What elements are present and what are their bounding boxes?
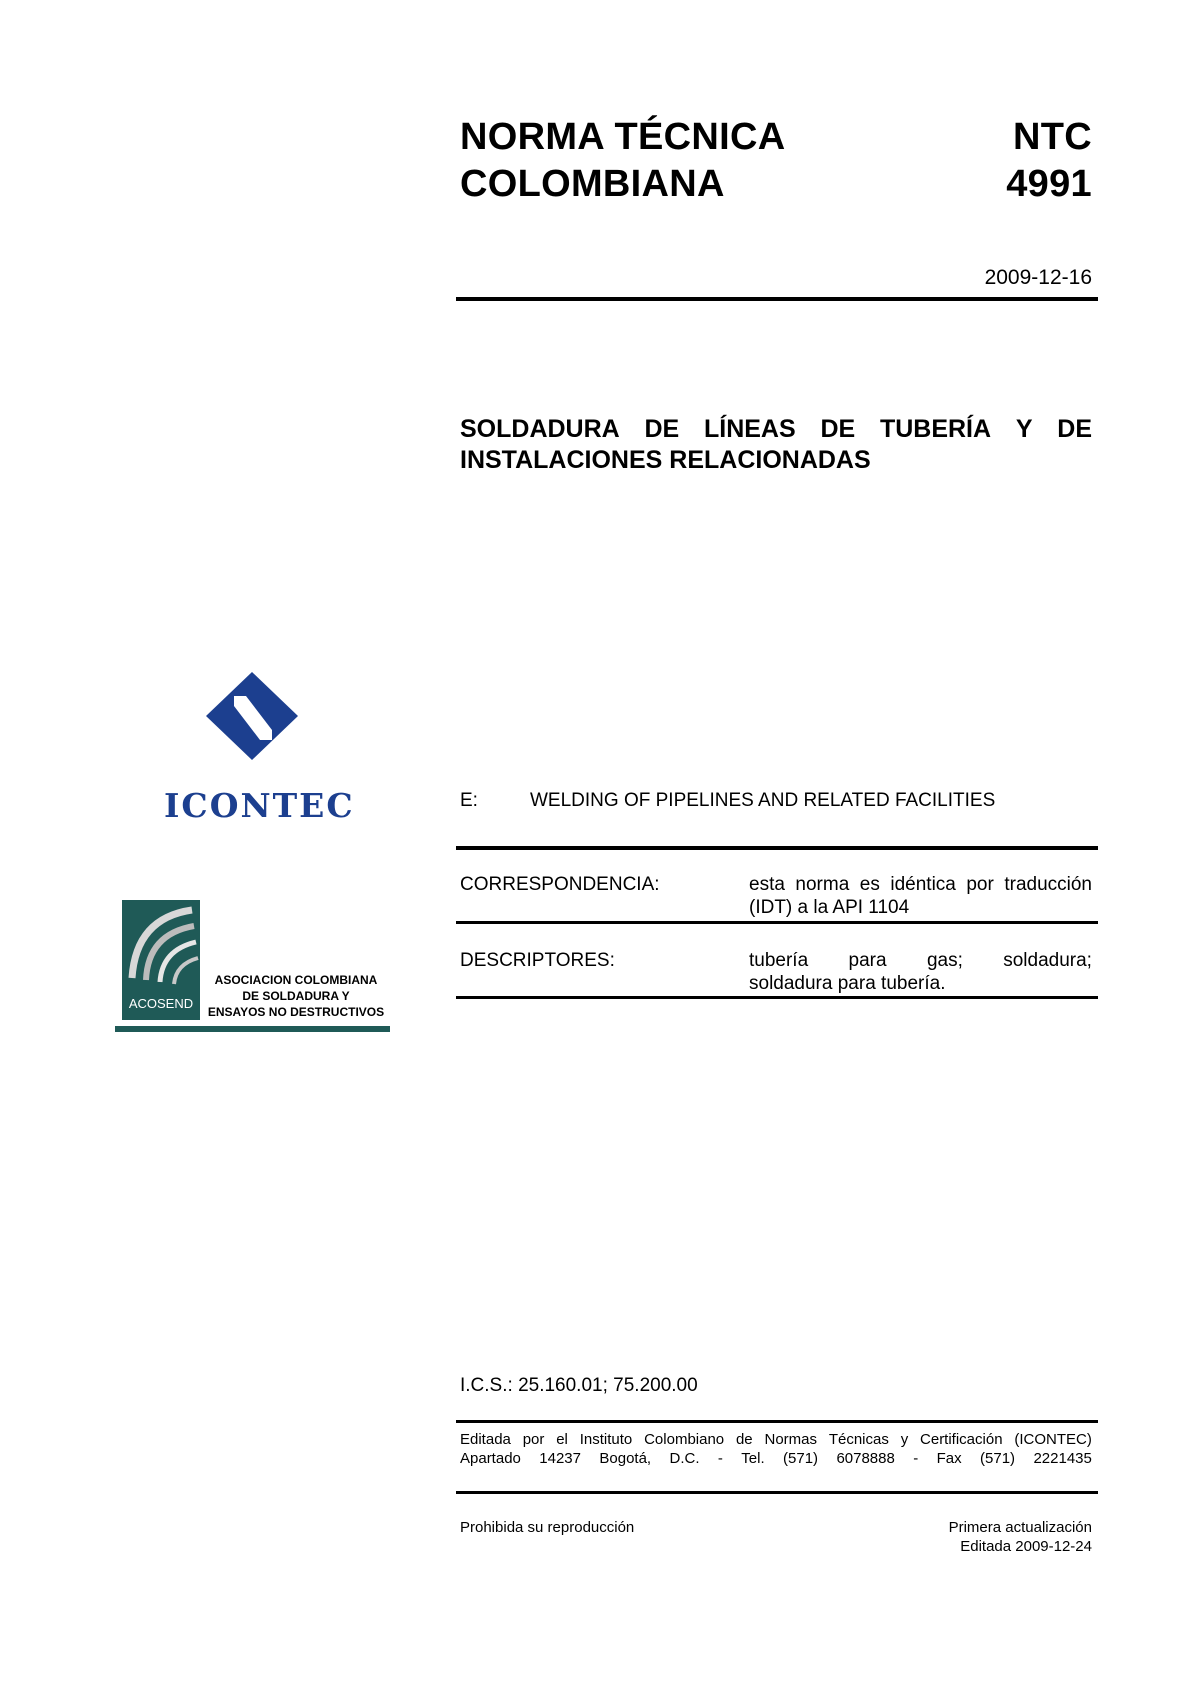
descriptor-word: tubería: [749, 950, 809, 971]
publisher-word: Instituto: [579, 1431, 633, 1448]
english-title: WELDING OF PIPELINES AND RELATED FACILITIES: [530, 790, 996, 811]
publisher-word: D.C.: [669, 1450, 700, 1467]
publisher-line1: [460, 1430, 1092, 1449]
header-rule: [456, 297, 1098, 301]
subject-word: LÍNEAS: [703, 415, 796, 443]
descriptor-word: gas;: [926, 950, 963, 971]
publisher-word: por: [522, 1431, 545, 1448]
icontec-emblem-icon: [164, 668, 344, 760]
publisher-word: Bogotá,: [599, 1450, 652, 1467]
publisher-word: Tel.: [741, 1450, 765, 1467]
subject-line2: INSTALACIONES RELACIONADAS: [460, 446, 871, 474]
title-line1: NORMA TÉCNICA: [460, 116, 786, 158]
descriptors-line1: [749, 949, 1092, 972]
page-title: [460, 114, 860, 208]
reproduction-notice: Prohibida su reproducción: [460, 1519, 635, 1536]
publisher-word: 14237: [539, 1450, 581, 1467]
acosend-logo: [115, 900, 395, 1036]
edition-line2: Editada 2009-12-24: [960, 1538, 1092, 1555]
correspondence-line1: esta norma es idéntica por traducción: [749, 874, 1092, 895]
subject-word: TUBERÍA: [879, 415, 992, 443]
descriptor-word: soldadura;: [1003, 950, 1092, 971]
publisher-word: (ICONTEC): [1014, 1431, 1092, 1448]
edition-info: [800, 1518, 1092, 1556]
title-line2: COLOMBIANA: [460, 163, 725, 205]
icontec-wordmark: ICONTEC: [164, 786, 355, 825]
acosend-name-line1: ASOCIACION COLOMBIANA: [214, 973, 378, 987]
descriptors-value: [749, 949, 1092, 995]
icontec-logo: [164, 668, 355, 828]
standard-subject: [460, 414, 1092, 476]
publisher-word: Colombiano: [644, 1431, 725, 1448]
publisher-word: Fax: [936, 1450, 962, 1467]
publisher-rule: [456, 1491, 1098, 1494]
descriptors-label: DESCRIPTORES:: [460, 950, 615, 971]
acosend-name-line2: DE SOLDADURA Y: [242, 989, 350, 1003]
acosend-name-line3: ENSAYOS NO DESTRUCTIVOS: [207, 1005, 385, 1019]
publisher-info: [460, 1430, 1092, 1468]
publisher-word: Certificación: [920, 1431, 1003, 1448]
correspondence-rule: [456, 921, 1098, 924]
standard-code: [900, 114, 1092, 208]
acosend-name: [201, 972, 391, 1020]
publication-date: 2009-12-16: [984, 266, 1092, 289]
publisher-word: (571): [980, 1450, 1016, 1467]
publisher-word: -: [717, 1450, 723, 1467]
publisher-word: y: [900, 1431, 909, 1448]
publisher-word: Normas: [764, 1431, 817, 1448]
publisher-word: el: [556, 1431, 568, 1448]
correspondence-value: [749, 873, 1092, 919]
acosend-arcs-icon: [122, 900, 200, 990]
acosend-underline: [115, 1026, 390, 1032]
subject-word: DE: [820, 415, 856, 443]
subject-word: Y: [1015, 415, 1033, 443]
publisher-word: 2221435: [1033, 1450, 1092, 1467]
code-line2: 4991: [1006, 163, 1092, 205]
publisher-word: -: [913, 1450, 919, 1467]
ics-rule: [456, 1420, 1098, 1423]
correspondence-label: CORRESPONDENCIA:: [460, 874, 660, 895]
subject-line1: [460, 414, 1092, 445]
correspondence-line2: (IDT) a la API 1104: [749, 897, 910, 918]
descriptors-rule: [456, 996, 1098, 999]
publisher-word: (571): [783, 1450, 819, 1467]
subject-word: SOLDADURA: [460, 415, 620, 443]
english-rule: [456, 846, 1098, 850]
publisher-word: Técnicas: [828, 1431, 889, 1448]
ics-codes: I.C.S.: 25.160.01; 75.200.00: [460, 1375, 698, 1396]
subject-word: DE: [1057, 415, 1092, 443]
edition-line1: Primera actualización: [948, 1519, 1092, 1536]
acosend-badge-text: ACOSEND: [128, 996, 194, 1011]
english-title-row: [460, 789, 1092, 812]
descriptors-line2: soldadura para tubería.: [749, 973, 946, 994]
acosend-badge: [122, 900, 200, 1020]
publisher-word: Editada: [460, 1431, 511, 1448]
publisher-word: de: [735, 1431, 753, 1448]
code-line1: NTC: [1013, 116, 1092, 158]
publisher-line2: [460, 1449, 1092, 1468]
english-prefix: E:: [460, 790, 478, 811]
descriptor-word: para: [848, 950, 887, 971]
subject-word: DE: [644, 415, 680, 443]
publisher-word: Apartado: [460, 1450, 521, 1467]
publisher-word: 6078888: [836, 1450, 895, 1467]
